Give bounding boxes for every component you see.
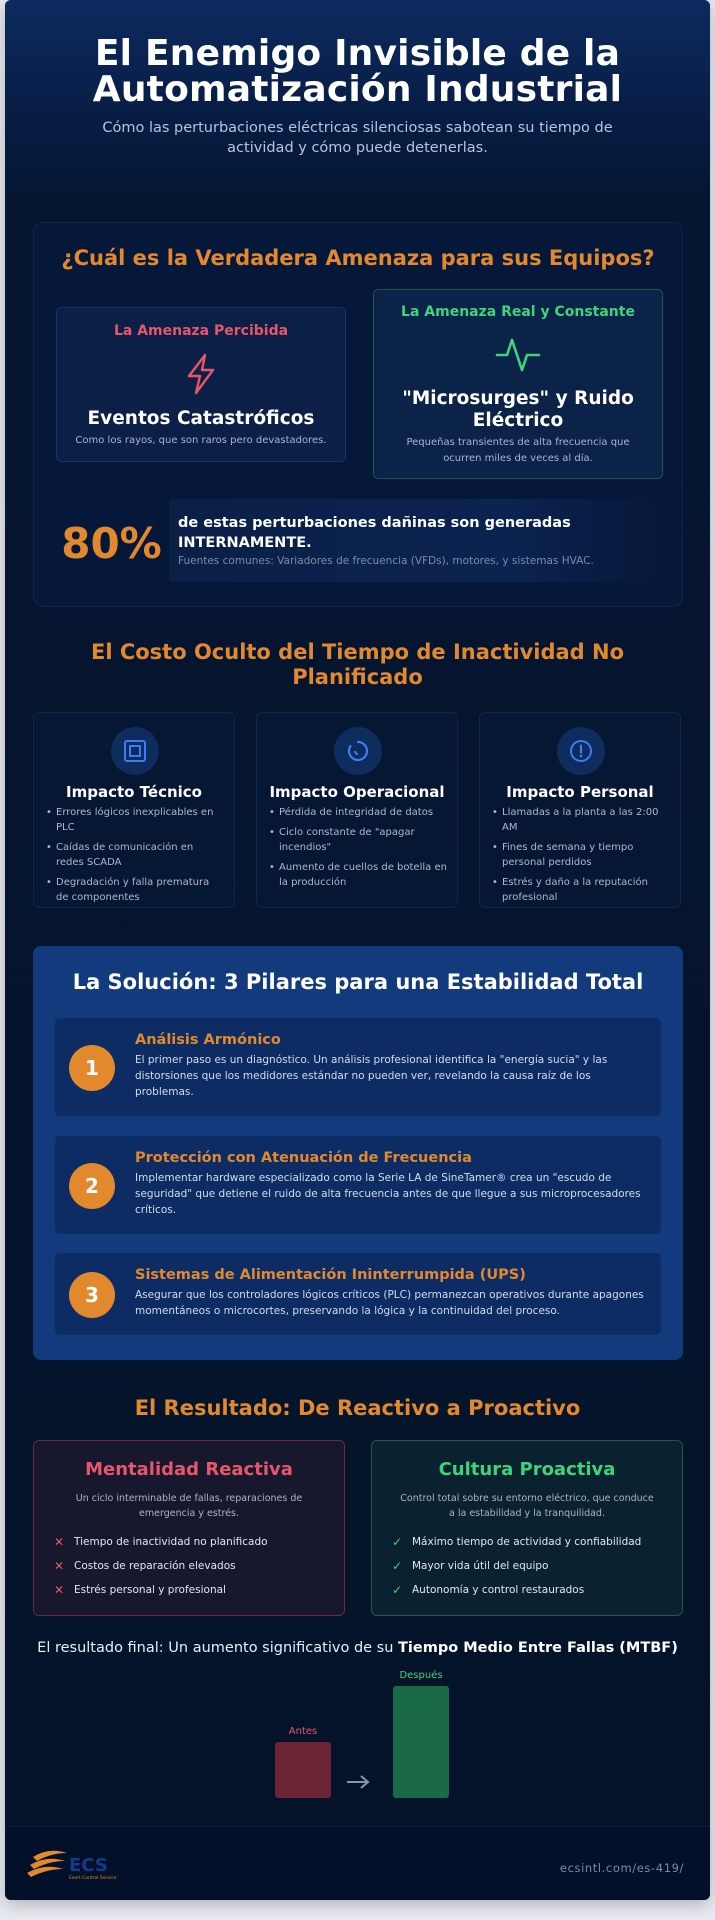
cost-icon-wrap <box>557 727 605 775</box>
pillar-desc: Implementar hardware especializado como la Serie LA de SineTamer® crea un "escudo de seguridad" que detiene el ruido de alta frecuencia antes de que llegue a sus microprocesadores críticos. <box>135 1172 641 1216</box>
list-item <box>392 1535 672 1549</box>
mtbf-prefix: El resultado final: Un aumento significativo de su <box>37 1640 394 1656</box>
pulse-icon <box>495 334 541 376</box>
pillar-desc: El primer paso es un diagnóstico. Un análisis profesional identifica la "energía sucia" y las distorsiones que los medidores estándar no pueden ver, revelando la causa raíz de los problemas. <box>135 1054 608 1098</box>
list-item: • Ciclo constante de "apagar incendios" <box>269 825 447 855</box>
pillar-number: 2 <box>69 1163 115 1209</box>
stat-callout <box>54 499 664 584</box>
list-item <box>392 1583 672 1597</box>
infographic-page <box>5 0 710 1900</box>
list-item: • Degradación y falla prematura de componentes <box>46 875 224 905</box>
bar-label-antes: Antes <box>288 1726 318 1737</box>
cost-title: El Costo Oculto del Tiempo de Inactividad No Planificado <box>90 640 625 689</box>
hero-section <box>5 0 710 190</box>
list-item: • Estrés y daño a la reputación profesional <box>492 875 670 905</box>
cost-card-list <box>492 805 670 910</box>
list-item <box>392 1559 672 1573</box>
list-item: • Llamadas a la planta a las 2:00 AM <box>492 805 670 835</box>
list-item-text: Mayor vida útil del equipo <box>412 1560 549 1572</box>
pillar-2 <box>55 1136 661 1234</box>
pillar-number: 3 <box>69 1272 115 1318</box>
threat-title: ¿Cuál es la Verdadera Amenaza para sus Equipos? <box>61 246 655 270</box>
real-heading: "Microsurges" y Ruido Eléctrico <box>402 388 634 431</box>
real-label: La Amenaza Real y Constante <box>401 304 635 320</box>
cost-card-title: Impacto Personal <box>506 783 654 801</box>
chip-icon <box>123 739 147 763</box>
stat-text-emphasis: INTERNAMENTE. <box>178 535 312 551</box>
mtbf-chart <box>5 1660 710 1810</box>
lightning-icon <box>181 352 221 396</box>
list-item: • Errores lógicos inexplicables en PLC <box>46 805 224 835</box>
x-icon: ✕ <box>54 1583 65 1597</box>
list-item-text: Costos de reparación elevados <box>74 1560 236 1572</box>
proactive-desc: Control total sobre su entorno eléctrico, que conduce a la estabilidad y la tranquilidad. <box>400 1493 654 1519</box>
perceived-label: La Amenaza Percibida <box>113 323 289 339</box>
cost-card-personal <box>479 712 681 908</box>
title-line-1: El Enemigo Invisible de la <box>94 33 621 74</box>
cost-card-technical <box>33 712 235 908</box>
reactive-card <box>33 1440 345 1616</box>
stat-value: 80% <box>61 519 162 568</box>
ecs-logo <box>27 1845 137 1885</box>
check-icon: ✓ <box>392 1559 403 1573</box>
alert-icon <box>569 739 593 763</box>
threat-section <box>33 222 683 607</box>
pillar-title: Protección con Atenuación de Frecuencia <box>135 1150 472 1166</box>
stat-sources: Fuentes comunes: Variadores de frecuencia (VFDs), motores, y sistemas HVAC. <box>178 555 594 567</box>
cost-card-title: Impacto Operacional <box>269 783 445 801</box>
solution-title: La Solución: 3 Pilares para una Estabilidad Total <box>72 970 644 994</box>
solution-section <box>33 946 683 1360</box>
pillar-1 <box>55 1018 661 1116</box>
bar-antes <box>275 1742 331 1798</box>
cost-card-title: Impacto Técnico <box>66 783 202 801</box>
list-item-text: Máximo tiempo de actividad y confiabilidad <box>412 1536 642 1548</box>
check-icon: ✓ <box>392 1583 403 1597</box>
x-icon: ✕ <box>54 1535 65 1549</box>
list-item-text: Estrés personal y profesional <box>74 1584 226 1596</box>
list-item: • Pérdida de integridad de datos <box>269 805 447 820</box>
proactive-list <box>392 1535 672 1607</box>
pillar-title: Sistemas de Alimentación Ininterrumpida (UPS) <box>135 1267 526 1283</box>
title-line-2: Automatización Industrial <box>92 69 623 110</box>
proactive-title: Cultura Proactiva <box>438 1459 616 1480</box>
stat-text <box>178 513 628 553</box>
pillar-title: Análisis Armónico <box>135 1032 281 1048</box>
pillar-3 <box>55 1253 661 1335</box>
cost-icon-wrap <box>111 727 159 775</box>
stat-text-prefix: de estas perturbaciones dañinas son generadas <box>178 515 571 531</box>
footer-url[interactable]: ecsintl.com/es-419/ <box>559 1861 684 1875</box>
real-desc: Pequeñas transientes de alta frecuencia que ocurren miles de veces al día. <box>406 437 630 464</box>
page-title <box>45 33 670 110</box>
list-item <box>54 1559 334 1573</box>
perceived-heading: Eventos Catastróficos <box>87 408 315 429</box>
real-threat-card <box>373 289 663 479</box>
perceived-threat-card <box>56 307 346 462</box>
cost-icon-wrap <box>334 727 382 775</box>
x-icon: ✕ <box>54 1559 65 1573</box>
list-item: • Fines de semana y tiempo personal perdidos <box>492 840 670 870</box>
pillar-desc: Asegurar que los controladores lógicos críticos (PLC) permanezcan operativos durante apagones momentáneos o microcortes, preservando la lógica y la continuidad del proceso. <box>135 1289 644 1317</box>
check-icon: ✓ <box>392 1535 403 1549</box>
page-subtitle: Cómo las perturbaciones eléctricas silenciosas sabotean su tiempo de actividad y cómo puede detenerlas. <box>102 120 613 156</box>
list-item: • Caídas de comunicación en redes SCADA <box>46 840 224 870</box>
logo-text: ECS <box>69 1855 108 1876</box>
cost-card-operational <box>256 712 458 908</box>
list-item-text: Tiempo de inactividad no planificado <box>74 1536 268 1548</box>
footer <box>5 1826 710 1900</box>
cost-card-list <box>46 805 224 910</box>
mtbf-emphasis: Tiempo Medio Entre Fallas (MTBF) <box>398 1640 678 1656</box>
reactive-title: Mentalidad Reactiva <box>85 1459 293 1480</box>
list-item <box>54 1583 334 1597</box>
list-item <box>54 1535 334 1549</box>
mtbf-statement <box>5 1640 710 1656</box>
bar-despues <box>393 1686 449 1798</box>
proactive-card <box>371 1440 683 1616</box>
reactive-list <box>54 1535 334 1607</box>
pillar-number: 1 <box>69 1045 115 1091</box>
list-item: • Aumento de cuellos de botella en la producción <box>269 860 447 890</box>
arrow-right-icon <box>347 1776 368 1788</box>
reactive-desc: Un ciclo interminable de fallas, reparaciones de emergencia y estrés. <box>75 1493 303 1519</box>
logo-tagline: Exert Control Service <box>69 1876 117 1881</box>
cycle-icon <box>346 739 370 763</box>
bar-label-despues: Después <box>399 1670 443 1681</box>
list-item-text: Autonomía y control restaurados <box>412 1584 585 1596</box>
perceived-desc: Como los rayos, que son raros pero devastadores. <box>75 435 327 446</box>
cost-card-list <box>269 805 447 895</box>
result-title: El Resultado: De Reactivo a Proactivo <box>134 1396 581 1420</box>
